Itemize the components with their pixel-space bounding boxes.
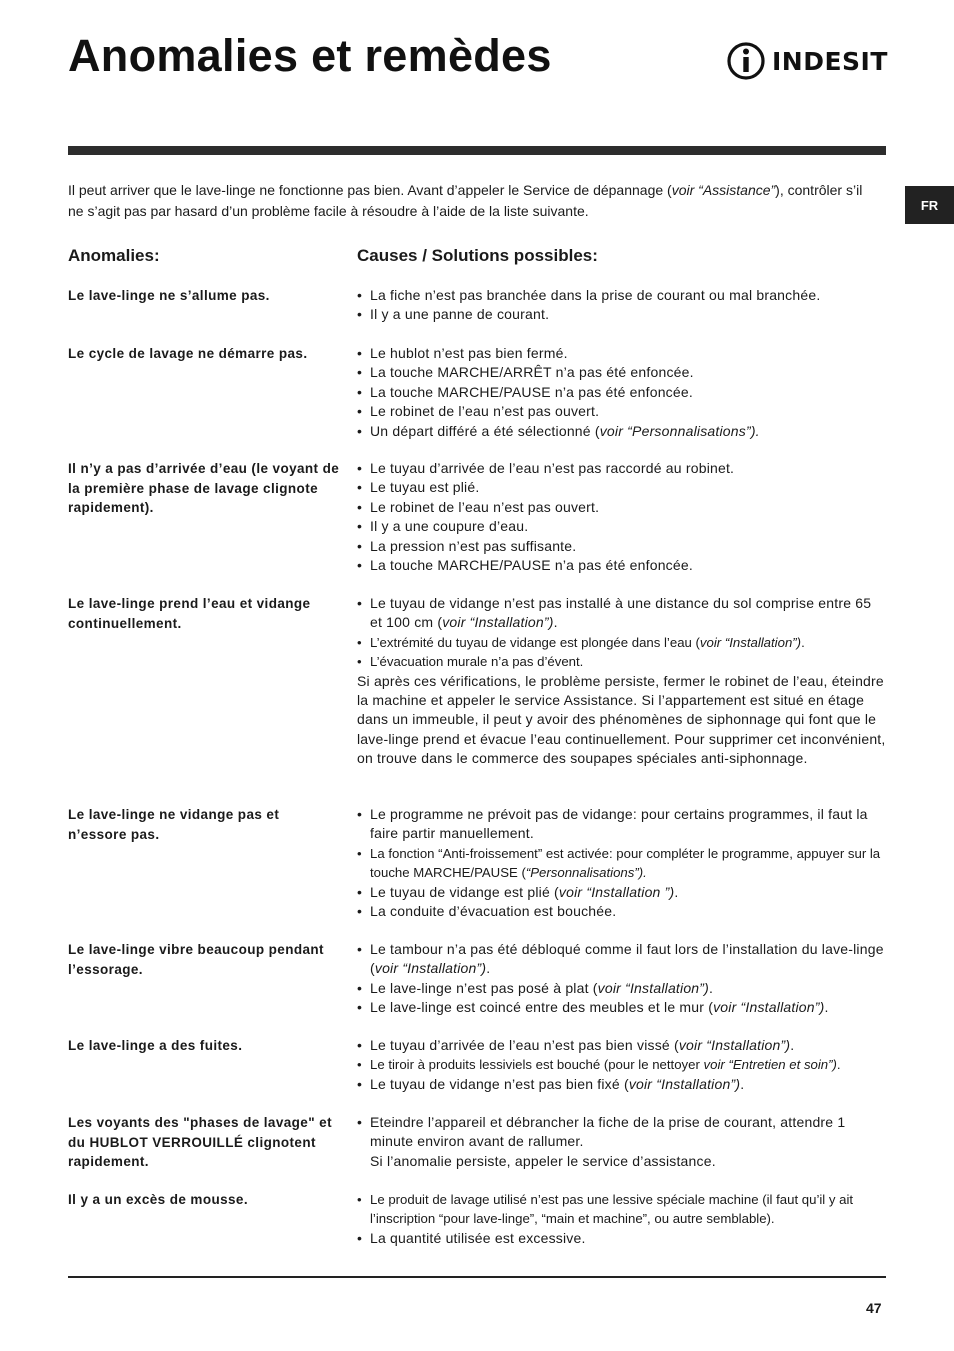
cause-text-end: . [790,1037,795,1053]
cause-item [357,998,887,1017]
cause-text-end: . [740,1075,745,1092]
anomalies-heading: Anomalies: [68,246,160,265]
cause-item [357,478,887,497]
cause-text: Il y a une coupure d’eau. [370,518,529,535]
cause-item [357,556,887,575]
cause-item [357,363,887,382]
cause-text: Le tambour n’a pas été débloqué comme il faut lors de l’installation du lave-linge ( [370,941,884,977]
cause-text: Le lave-linge n’est pas posé à plat ( [370,979,598,996]
cause-item [357,1113,887,1152]
cause-item [357,1075,887,1094]
anomaly-label: Le lave-linge vibre beaucoup pendant l’essorage. [68,942,324,977]
cause-text-end: . [674,883,679,900]
cause-item [357,1055,887,1074]
anomaly-label: Le lave-linge a des fuites. [68,1038,243,1053]
causes-list [357,940,887,1018]
cause-reference: voir “Installation ”) [558,883,675,900]
cause-text: L’évacuation murale n’a pas d’évent. [370,654,584,670]
cause-text: Le hublot n’est pas bien fermé. [370,345,568,361]
cause-reference: voir “Installation”) [699,634,802,650]
cause-item [357,344,887,363]
cause-note: Si l’anomalie persiste, appeler le service d’assistance. [370,1152,716,1169]
cause-item [357,940,887,979]
causes-list [357,1036,887,1094]
cause-text: Le tuyau d’arrivée de l’eau n’est pas bien vissé ( [370,1037,679,1053]
cause-text: Le tuyau est plié. [370,479,480,496]
language-tab: FR [905,186,954,224]
page-number: 47 [866,1300,882,1316]
anomaly-label: Le lave-linge ne vidange pas et n’essore pas. [68,807,280,842]
cause-item [357,383,887,402]
indesit-logo-icon [726,40,766,82]
causes-block [357,805,887,921]
brand-logo [726,40,888,82]
brand-name: INDESIT [772,46,888,76]
cause-text: Il y a une panne de courant. [370,306,550,323]
causes-block [357,940,887,1018]
cause-text-end: . [836,1057,841,1073]
causes-block [357,286,887,325]
cause-text: Le produit de lavage utilisé n’est pas une lessive spéciale machine (il faut qu’il y ait l’inscription “pour lave-linge”, “main et machine”, ou autre semblable). [370,1192,854,1227]
cause-item [357,498,887,517]
anomaly-label: Les voyants des "phases de lavage" et du HUBLOT VERROUILLÉ clignotent rapidement. [68,1115,332,1169]
causes-block [357,1190,887,1248]
cause-reference: voir “Installation”) [713,999,825,1016]
cause-text-end: . [553,614,558,631]
cause-text: La pression n’est pas suffisante. [370,537,577,554]
cause-reference: voir “Personnalisations”). [599,422,760,439]
cause-item [357,402,887,421]
cause-text: Le tuyau de vidange n’est pas bien fixé ( [370,1075,629,1092]
causes-list [357,594,887,672]
causes-block [357,1036,887,1094]
cause-item [357,633,887,652]
cause-text: La fiche n’est pas branchée dans la prise de courant ou mal branchée. [370,287,821,303]
cause-text: La conduite d’évacuation est bouchée. [370,903,617,920]
causes-list [357,1113,887,1152]
cause-note: Si après ces vérifications, le problème persiste, fermer le robinet de l’eau, éteindre la machine et appeler le service Assistance. Si l’appartement est situé en étage dans un immeuble, il peut y avoir des phénomènes de siphonnage qui font que le lave-linge prend et évacue l’eau continuellement. Pour supprimer cet inconvénient, on trouve dans le commerce des soupapes spéciales anti-siphonnage. [357,672,886,767]
causes-heading: Causes / Solutions possibles: [357,246,598,265]
anomaly-label: Il n’y a pas d’arrivée d’eau (le voyant de la première phase de lavage clignote rapidement). [68,461,340,515]
cause-item [357,979,887,998]
cause-item [357,422,887,441]
intro-text-2: ), contrôler s’il ne s’agit pas par hasard d’un problème facile à résoudre à l’aide de la liste suivante. [68,182,863,219]
cause-item [357,902,887,921]
cause-reference: voir “Installation”) [442,614,554,631]
cause-text: Le programme ne prévoit pas de vidange: pour certains programmes, il faut la faire partir manuellement. [370,806,868,842]
cause-reference: “Personnalisations”). [525,865,647,881]
intro-reference: voir “Assistance” [671,182,776,198]
footer-rule [68,1276,886,1278]
cause-item [357,1036,887,1055]
cause-item [357,883,887,902]
cause-text-end: . [486,960,491,977]
cause-text-end: . [824,999,829,1016]
cause-text: Le tuyau de vidange est plié ( [370,883,559,900]
cause-text: La fonction “Anti-froissement” est activée: pour compléter le programme, appuyer sur la touche MARCHE/PAUSE ( [370,845,881,881]
anomaly-label: Le lave-linge ne s’allume pas. [68,288,270,303]
cause-reference: voir “Installation”) [374,960,487,977]
cause-text: Le tiroir à produits lessiviels est bouché (pour le nettoyer [370,1057,704,1073]
cause-reference: voir “Installation”) [678,1037,791,1053]
cause-text: Le robinet de l’eau n’est pas ouvert. [370,498,600,515]
cause-item [357,652,887,671]
cause-text: La touche MARCHE/ARRÊT n’a pas été enfoncée. [370,364,694,381]
cause-text: Le tuyau d’arrivée de l’eau n’est pas raccordé au robinet. [370,460,735,476]
cause-text: Le lave-linge est coincé entre des meubles et le mur ( [370,999,714,1016]
cause-item [357,805,887,844]
causes-list [357,805,887,921]
anomaly-label: Il y a un excès de mousse. [68,1192,248,1207]
causes-list [357,344,887,441]
anomaly-label: Le cycle de lavage ne démarre pas. [68,346,308,361]
cause-text: La touche MARCHE/PAUSE n’a pas été enfoncée. [370,557,693,574]
cause-text: Eteindre l’appareil et débrancher la fiche de la prise de courant, attendre 1 minute environ avant de rallumer. [370,1114,846,1150]
cause-item [357,537,887,556]
cause-item [357,517,887,536]
cause-text: Le robinet de l’eau n’est pas ouvert. [370,403,600,420]
header-rule [68,146,886,155]
cause-text: La touche MARCHE/PAUSE n’a pas été enfoncée. [370,383,693,400]
anomaly-label: Le lave-linge prend l’eau et vidange continuellement. [68,596,311,631]
causes-list [357,1190,887,1248]
cause-item [357,305,887,324]
cause-item [357,1229,887,1248]
cause-text: L’extrémité du tuyau de vidange est plongée dans l’eau ( [370,634,700,650]
cause-item [357,1190,887,1229]
cause-text-end: . [801,634,805,650]
intro-paragraph [68,180,878,221]
cause-text: Un départ différé a été sélectionné ( [370,422,600,439]
causes-list [357,286,887,325]
cause-reference: voir “Entretien et soin”) [703,1057,837,1073]
cause-reference: voir “Installation”) [628,1075,741,1092]
causes-block [357,459,887,575]
causes-list [357,459,887,575]
causes-block [357,594,887,769]
causes-block [357,344,887,441]
cause-text: La quantité utilisée est excessive. [370,1229,586,1246]
causes-block [357,1113,887,1171]
page-title: Anomalies et remèdes [68,30,552,81]
cause-item [357,594,887,633]
cause-item [357,459,887,478]
cause-text: Le tuyau de vidange n’est pas installé à une distance du sol comprise entre 65 et 100 cm ( [370,595,872,631]
cause-item [357,844,887,883]
cause-text-end: . [709,979,714,996]
cause-reference: voir “Installation”) [597,979,710,996]
intro-text-1: Il peut arriver que le lave-linge ne fonctionne pas bien. Avant d’appeler le Service de dépannage ( [68,182,672,198]
cause-item [357,286,887,305]
